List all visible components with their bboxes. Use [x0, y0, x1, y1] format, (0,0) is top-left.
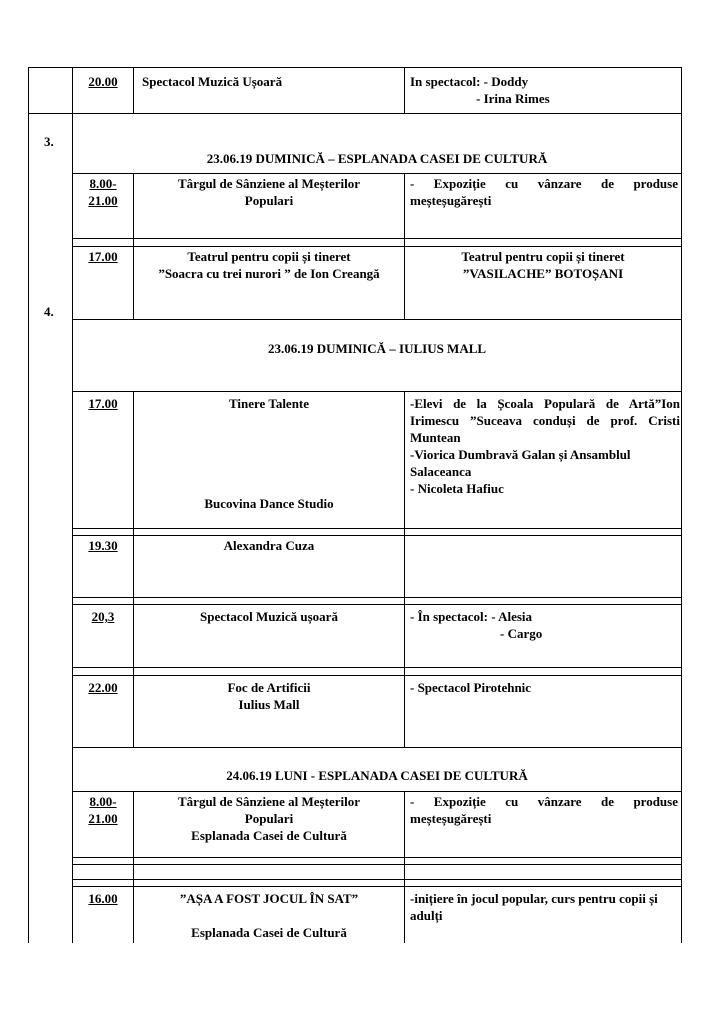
event-line: Târgul de Sânziene al Meșterilor: [178, 794, 360, 809]
time-cell: [76, 175, 130, 209]
time-line: 8.00-: [89, 176, 117, 191]
row-divider: [72, 857, 682, 858]
details-cell: -inițiere în jocul popular, curs pentru copii și adulți: [410, 891, 658, 923]
details-cell: [408, 248, 678, 282]
time-line: 8.00-: [89, 794, 117, 809]
row-divider: [72, 667, 682, 668]
row-divider: [72, 604, 682, 605]
row-divider: [72, 791, 682, 792]
time-cell: 17.00: [88, 249, 118, 264]
time-cell: 17.00: [88, 396, 118, 411]
event-cell: [136, 248, 402, 282]
event-cell: [136, 679, 402, 713]
details-cell: - Expoziție cu vânzare de produse meșteșugărești: [410, 176, 678, 208]
section-header: 24.06.19 LUNI - ESPLANADA CASEI DE CULTURĂ: [226, 768, 528, 783]
row-divider: [72, 238, 682, 239]
row-divider: [72, 886, 682, 887]
row-divider: [72, 535, 682, 536]
details-cell: - Expoziție cu vânzare de produse meșteșugărești: [410, 794, 678, 826]
row-divider: [72, 391, 682, 392]
event-line: ”Soacra cu trei nurori ” de Ion Creangă: [158, 266, 380, 281]
time-cell: [76, 793, 130, 827]
event-line: Târgul de Sânziene al Meșterilor: [178, 176, 360, 191]
time-line: 21.00: [88, 811, 118, 826]
event-cell-subtitle: Esplanada Casei de Cultură: [191, 925, 347, 940]
row-divider: [72, 319, 682, 320]
column-divider-event: [404, 67, 405, 113]
event-cell: [136, 793, 402, 844]
time-cell: 16.00: [88, 891, 118, 906]
details-line: - Nicoleta Hafiuc: [410, 481, 504, 496]
details-cell: [410, 395, 680, 497]
section-number: 3.: [44, 134, 54, 149]
event-line: Iulius Mall: [238, 697, 300, 712]
details-line: - Irina Rimes: [476, 91, 550, 106]
row-divider: [72, 879, 682, 880]
column-divider-event: [404, 791, 405, 943]
section-header: 23.06.19 DUMINICĂ – ESPLANADA CASEI DE CULTURĂ: [206, 151, 548, 166]
event-cell-subtitle: Bucovina Dance Studio: [204, 496, 334, 511]
row-divider: [72, 675, 682, 676]
details-line: -Viorica Dumbravă Galan și Ansamblul Salaceanca: [410, 447, 631, 479]
row-divider: [28, 67, 682, 68]
row-divider: [28, 113, 682, 114]
event-cell-title: Tinere Talente: [228, 396, 310, 411]
event-line: Foc de Artificii: [227, 680, 311, 695]
column-divider-event: [404, 391, 405, 747]
row-divider: [72, 747, 682, 748]
table-border-left: [28, 67, 29, 943]
time-line: 21.00: [88, 193, 118, 208]
section-header: 23.06.19 DUMINICĂ – IULIUS MALL: [267, 341, 487, 356]
event-line: Populari: [244, 811, 294, 826]
time-cell: 20.00: [88, 74, 118, 89]
details-line: -Elevi de la Școala Populară de Artă”Ion Irimescu ”Suceava conduși de prof. Cristi Muntean: [410, 396, 680, 445]
time-cell: 20,3: [91, 609, 115, 624]
row-divider: [72, 528, 682, 529]
event-cell: Spectacol Muzică ușoară: [200, 609, 338, 624]
event-line: Esplanada Casei de Cultură: [191, 828, 347, 843]
section-number: 4.: [44, 304, 54, 319]
column-divider-number: [72, 67, 73, 943]
event-cell: [136, 175, 402, 209]
column-divider-time: [133, 791, 134, 943]
details-line: - În spectacol: - Alesia: [410, 609, 533, 624]
event-cell-title: ”AȘA A FOST JOCUL ÎN SAT”: [179, 891, 359, 906]
details-line: - Cargo: [500, 626, 543, 641]
row-divider: [72, 597, 682, 598]
details-cell: [410, 73, 678, 107]
details-line: ”VASILACHE” BOTOȘANI: [462, 266, 624, 281]
row-divider: [72, 246, 682, 247]
details-line: Teatrul pentru copii și tineret: [461, 249, 625, 264]
event-cell: Alexandra Cuza: [223, 538, 315, 553]
table-border-right: [681, 67, 682, 943]
row-divider: [72, 864, 682, 865]
details-line: In spectacol: - Doddy: [410, 74, 529, 89]
event-cell: Spectacol Muzică Ușoară: [142, 74, 283, 89]
details-cell: [410, 608, 678, 642]
event-line: Teatrul pentru copii și tineret: [187, 249, 351, 264]
time-cell: 22.00: [88, 680, 118, 695]
event-line: Populari: [244, 193, 294, 208]
time-cell: 19.30: [88, 538, 118, 553]
column-divider-time: [133, 67, 134, 113]
details-cell: - Spectacol Pirotehnic: [410, 680, 532, 695]
column-divider-time: [133, 391, 134, 747]
row-divider: [72, 173, 682, 174]
